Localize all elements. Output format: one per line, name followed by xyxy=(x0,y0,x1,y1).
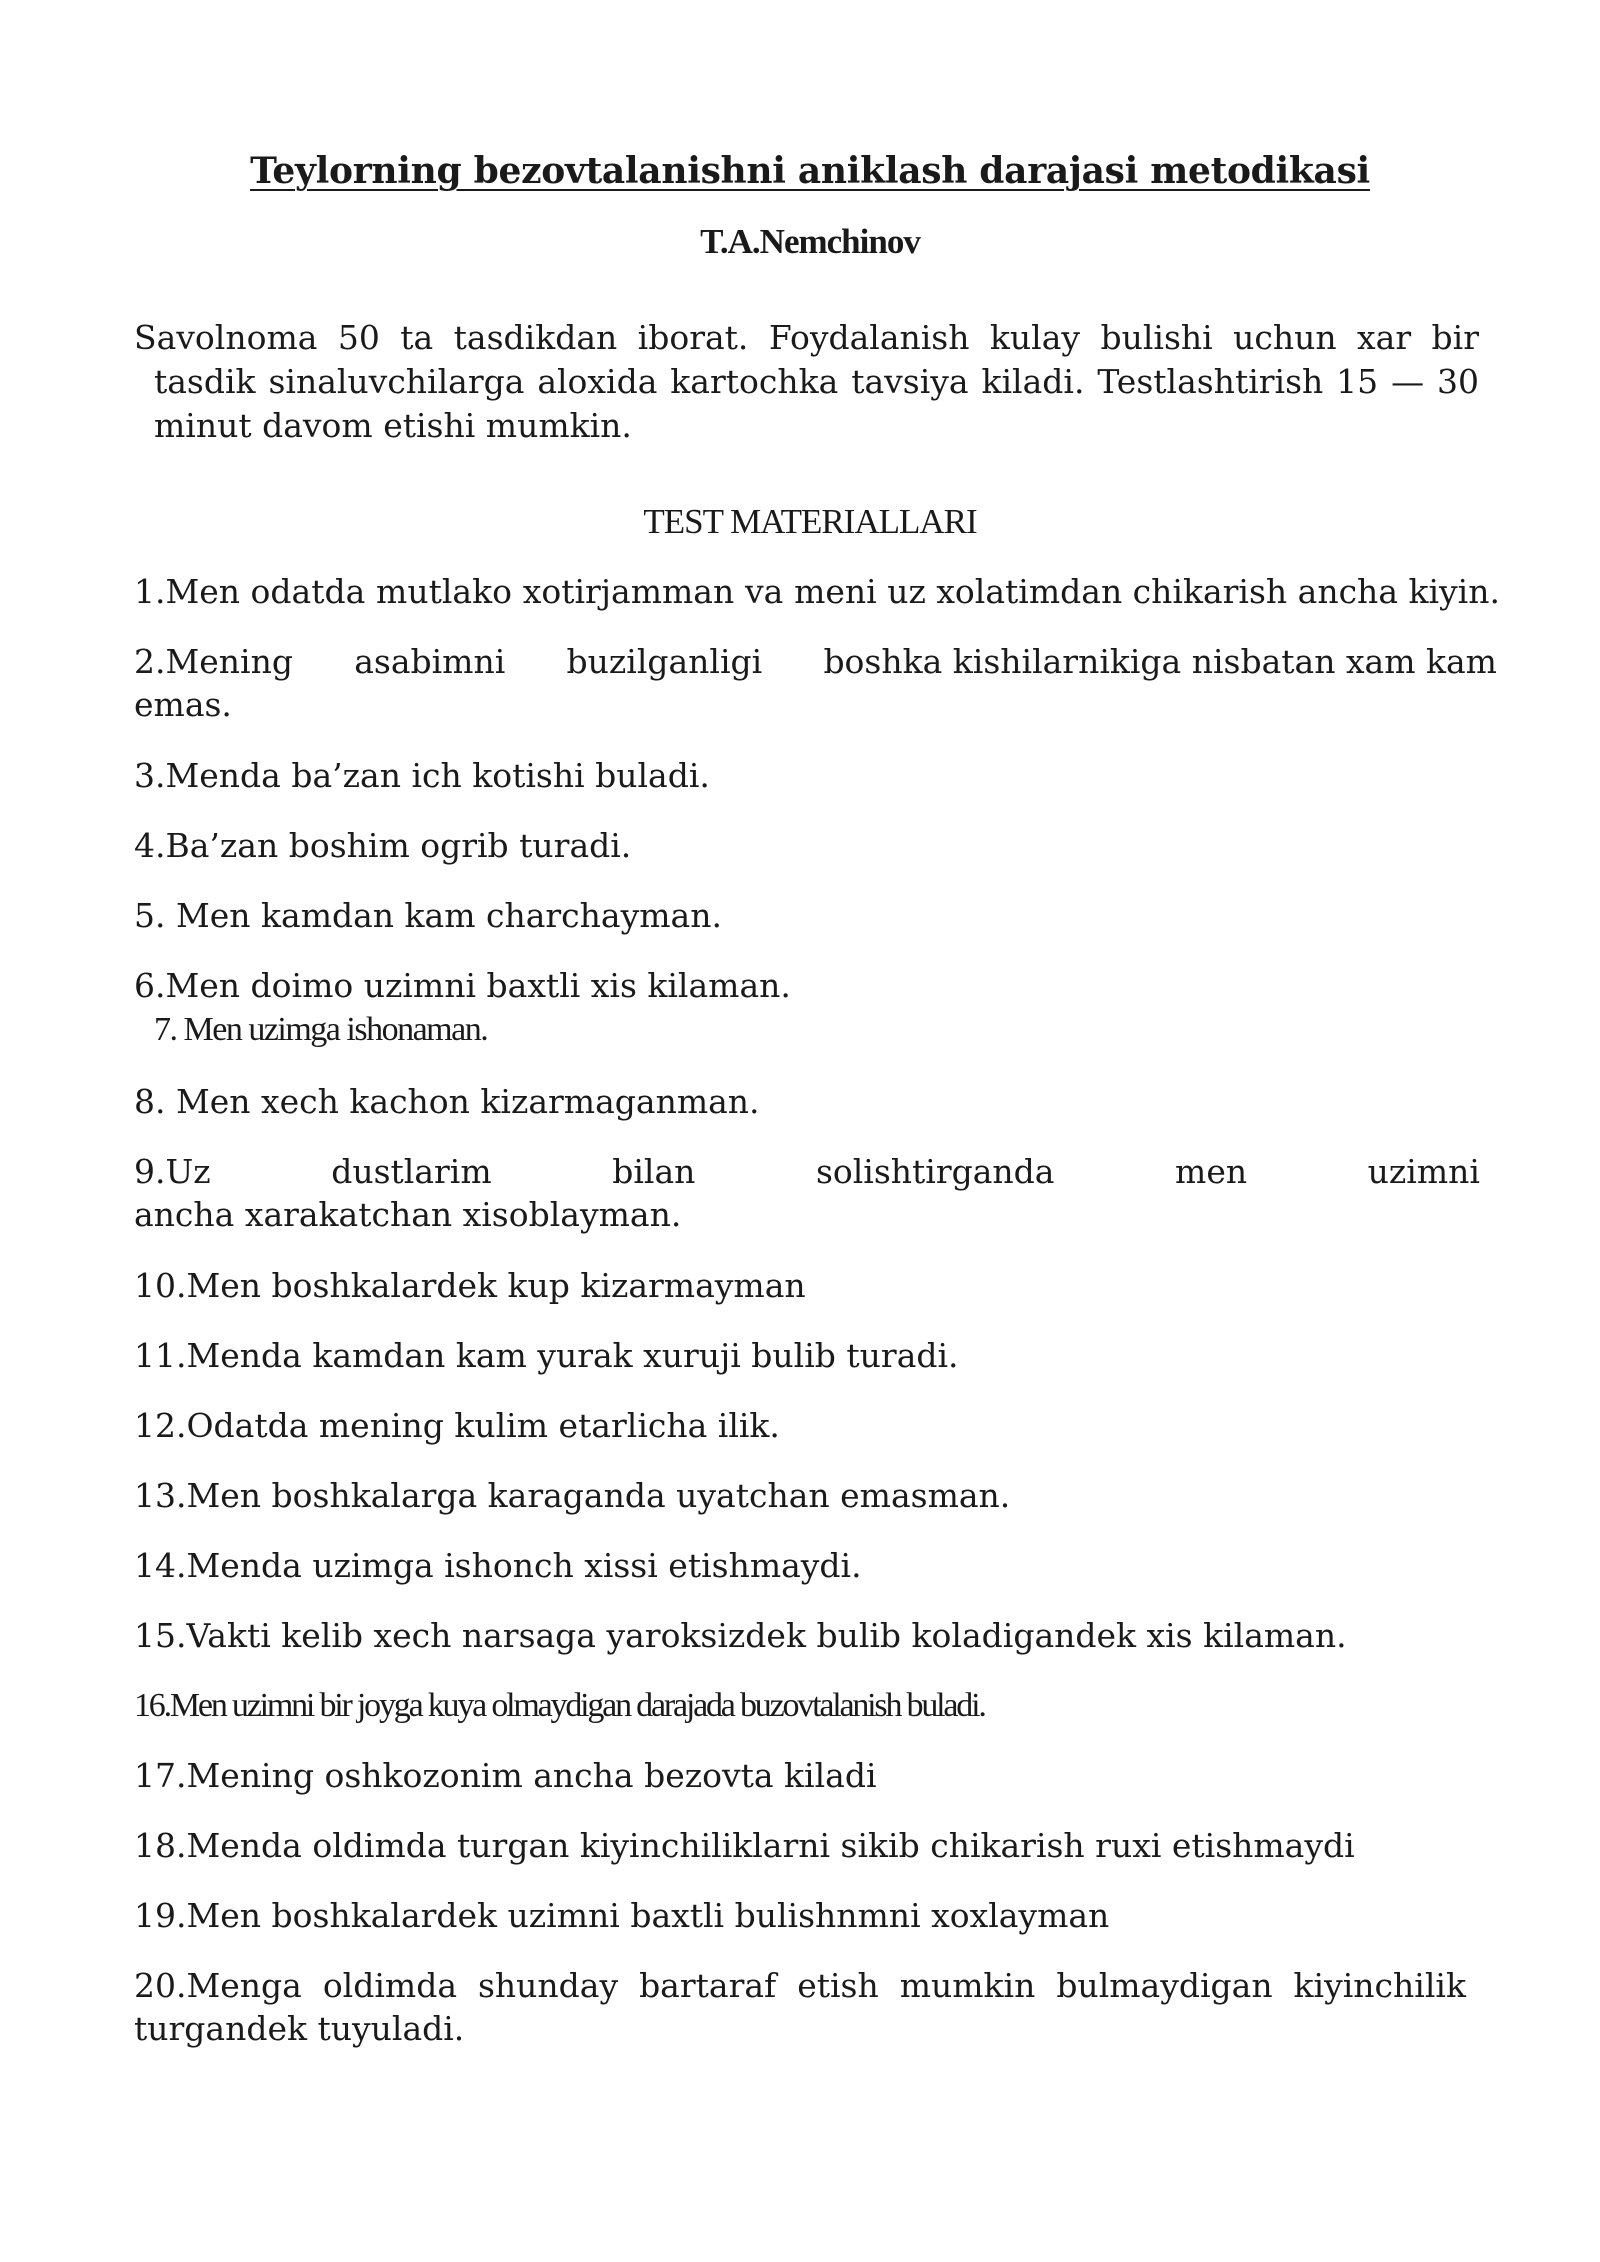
item-word: shunday xyxy=(477,1966,619,2005)
item-word: men xyxy=(1175,1152,1248,1191)
list-item: 3.Menda ba’zan ich kotishi buladi. xyxy=(134,756,710,795)
intro-text: Savolnoma 50 ta tasdikdan iborat. Foydalanish kulay bulishi uchun xar bir tasdik sinaluvchilarga aloxida kartochka tavsiya kiladi. Testlashtirish 15 — 30 minut davom etishi mumkin. xyxy=(134,318,1479,445)
item-word: va xyxy=(744,572,784,611)
list-item: 12.Odatda mening kulim etarlicha ilik. xyxy=(134,1406,780,1445)
list-item xyxy=(134,1150,1480,1236)
item-line-continued: ancha xarakatchan xisoblayman. xyxy=(134,1195,682,1234)
list-item: 18.Menda oldimda turgan kiyinchiliklarni sikib chikarish ruxi etishmaydi xyxy=(134,1826,1355,1865)
item-word: mumkin xyxy=(899,1966,1036,2005)
item-word: oldimda xyxy=(322,1966,458,2005)
item-word: bilan xyxy=(612,1152,696,1191)
list-item xyxy=(134,1964,1466,2050)
list-item: 6.Men doimo uzimni baxtli xis kilaman. xyxy=(134,966,791,1005)
item-word: bulmaydigan xyxy=(1056,1966,1273,2005)
list-item: 7. Men uzimga ishonaman. xyxy=(154,1011,488,1048)
item-word: 9.Uz xyxy=(134,1152,211,1191)
item-line xyxy=(134,1964,1466,2007)
item-word: etish xyxy=(797,1966,879,2005)
list-item: 5. Men kamdan kam charchayman. xyxy=(134,896,722,935)
list-item: 19.Men boshkalardek uzimni baxtli bulishnmni xoxlayman xyxy=(134,1896,1110,1935)
item-word: uzimni xyxy=(1367,1152,1480,1191)
item-word: solishtirganda xyxy=(815,1152,1055,1191)
item-word: kiyinchilik xyxy=(1293,1966,1466,2005)
item-word: meni uz xolatimdan chikarish ancha kiyin. xyxy=(794,572,1500,611)
item-line xyxy=(134,570,1500,613)
list-item xyxy=(134,570,1500,613)
list-item: 11.Menda kamdan kam yurak xuruji bulib turadi. xyxy=(134,1336,959,1375)
list-item: 4.Ba’zan boshim ogrib turadi. xyxy=(134,826,632,865)
item-line xyxy=(134,640,1497,683)
document-title: Teylorning bezovtalanishni aniklash darajasi metodikasi xyxy=(250,150,1370,192)
item-line xyxy=(134,1150,1480,1193)
item-word: mutlako xyxy=(376,572,512,611)
item-word: 2.Mening xyxy=(134,642,293,681)
list-item: 15.Vakti kelib xech narsaga yaroksizdek bulib koladigandek xis kilaman. xyxy=(134,1616,1347,1655)
item-word: bartaraf xyxy=(639,1966,777,2005)
intro-paragraph xyxy=(134,316,1479,448)
item-word: buzilganligi xyxy=(566,642,763,681)
section-title: TEST MATERIALLARI xyxy=(643,502,977,541)
list-item: 17.Mening oshkozonim ancha bezovta kiladi xyxy=(134,1756,877,1795)
list-item: 8. Men xech kachon kizarmaganman. xyxy=(134,1082,760,1121)
list-item xyxy=(134,640,1497,726)
item-word: 20.Menga xyxy=(134,1966,302,2005)
author-name: T.A.Nemchinov xyxy=(700,222,920,261)
list-item: 13.Men boshkalarga karaganda uyatchan emasman. xyxy=(134,1476,1011,1515)
item-word: 1.Men odatda xyxy=(134,572,366,611)
item-line-continued: emas. xyxy=(134,685,232,724)
list-item: 14.Menda uzimga ishonch xissi etishmaydi. xyxy=(134,1546,862,1585)
item-word: boshka kishilarnikiga nisbatan xam kam xyxy=(823,642,1497,681)
item-word: dustlarim xyxy=(331,1152,492,1191)
list-item: 16.Men uzimni bir joyga kuya olmaydigan darajada buzovtalanish buladi. xyxy=(134,1687,985,1724)
item-line-continued: turgandek tuyuladi. xyxy=(134,2009,465,2048)
list-item: 10.Men boshkalardek kup kizarmayman xyxy=(134,1266,806,1305)
item-word: xotirjamman xyxy=(522,572,735,611)
item-word: asabimni xyxy=(354,642,506,681)
